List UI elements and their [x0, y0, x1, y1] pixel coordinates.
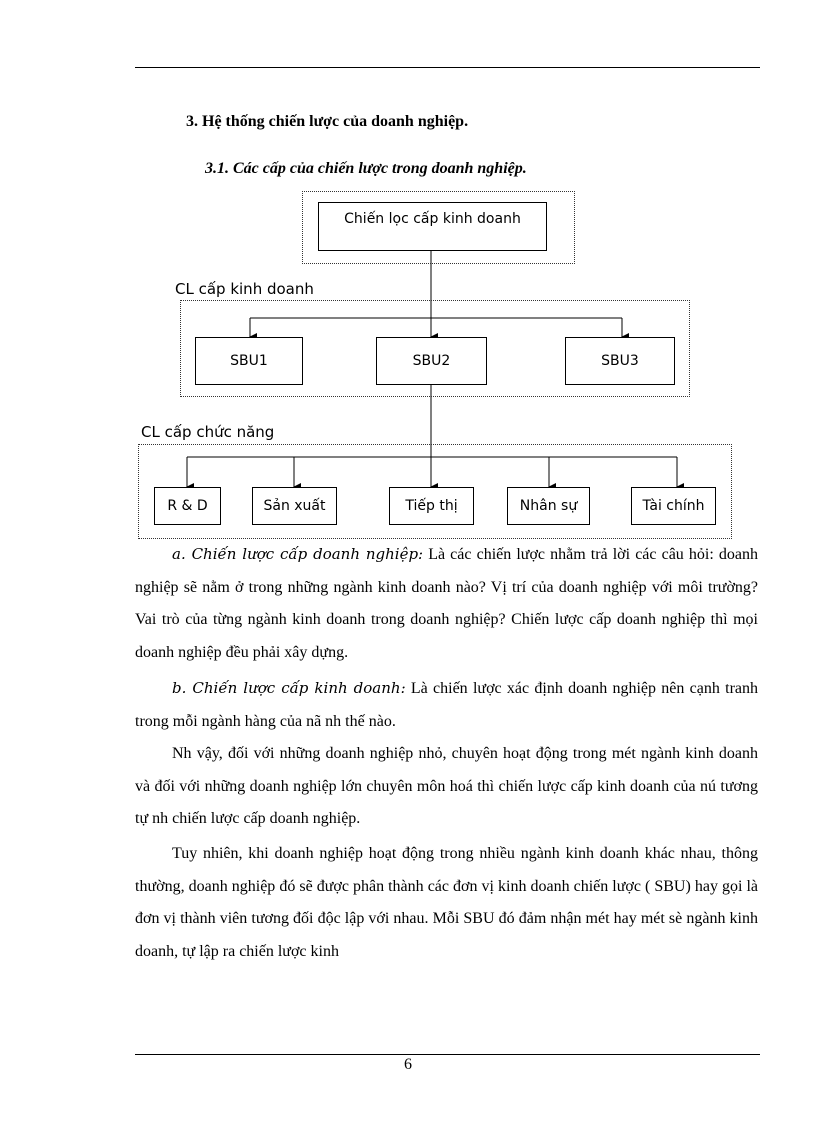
- paragraph-1-text: Là các chiến lược nhằm trả lời các câu hỏi: doanh nghiệp sẽ nằm ở trong những ngành kinh doanh nào? Vị trí của doanh nghiệp với môi trường? Vai trò của từng ngành kinh doanh trong doanh nghiệp? Chiến lược cấp doanh nghiệp thì mọi doanh nghiệp đều phải xây dựng.: [135, 546, 758, 661]
- subsection-heading: 3.1. Các cấp của chiến lược trong doanh nghiệp.: [205, 160, 527, 177]
- corporate-strategy-box: Chiến lọc cấp kinh doanh: [318, 202, 547, 251]
- sbu-1-label: SBU: [230, 353, 259, 369]
- sbu-2-label: SBU: [412, 353, 442, 369]
- paragraph-4-text: Tuy nhiên, khi doanh nghiệp hoạt động trong nhiều ngành kinh doanh khác nhau, thông thường, doanh nghiệp đó sẽ được phân thành các đơn vị kinh doanh chiến lược ( SBU) hay gọi là đơn vị thành viên tương đối độc lập với nhau. Mỗi SBU đó đảm nhận mét hay mét sè ngành kinh doanh, tự lập ra chiến lược kinh: [135, 845, 758, 960]
- paragraph-3-text: Nh vậy, đối với những doanh nghiệp nhỏ, chuyên hoạt động trong mét ngành kinh doanh và đối với những doanh nghiệp lớn chuyên môn hoá thì chiến lược cấp kinh doanh của nú tương tự nh chiến lược cấp doanh nghiệp.: [135, 745, 758, 827]
- paragraph-sbu: [135, 838, 758, 968]
- function-box-rd: R & D: [154, 487, 221, 525]
- function-box-marketing: Tiếp thị: [389, 487, 474, 525]
- paragraph-2-text: Là chiến lược xác định doanh nghiệp nên cạnh tranh trong mỗi ngành hàng của nã nh thế nào.: [135, 680, 758, 730]
- sbu-1-subscript: 1: [258, 353, 268, 369]
- functional-level-label: CL cấp chức năng: [141, 423, 275, 441]
- term-business-strategy: b. Chiến lược cấp kinh doanh:: [172, 679, 406, 697]
- sbu-1-box: [195, 337, 303, 385]
- function-box-production: Sản xuất: [252, 487, 337, 525]
- page-number: 6: [404, 1056, 412, 1073]
- term-corporate-strategy: a. Chiến lược cấp doanh nghiệp:: [172, 545, 424, 563]
- sbu-3-subscript: 3: [629, 353, 639, 369]
- sbu-3-label: SBU: [601, 353, 630, 369]
- section-heading: 3. Hệ thống chiến lược của doanh nghiệp.: [186, 113, 469, 130]
- footer-rule: [135, 1054, 760, 1055]
- paragraph-corporate-strategy: [135, 538, 758, 669]
- business-level-label: CL cấp kinh doanh: [175, 280, 314, 298]
- sbu-2-subscript: 2: [441, 353, 451, 369]
- paragraph-small-enterprises: [135, 738, 758, 836]
- sbu-3-box: [565, 337, 675, 385]
- sbu-2-box: [376, 337, 487, 385]
- paragraph-business-strategy: [135, 672, 758, 738]
- function-box-finance: Tài chính: [631, 487, 716, 525]
- function-box-hr: Nhân sự: [507, 487, 590, 525]
